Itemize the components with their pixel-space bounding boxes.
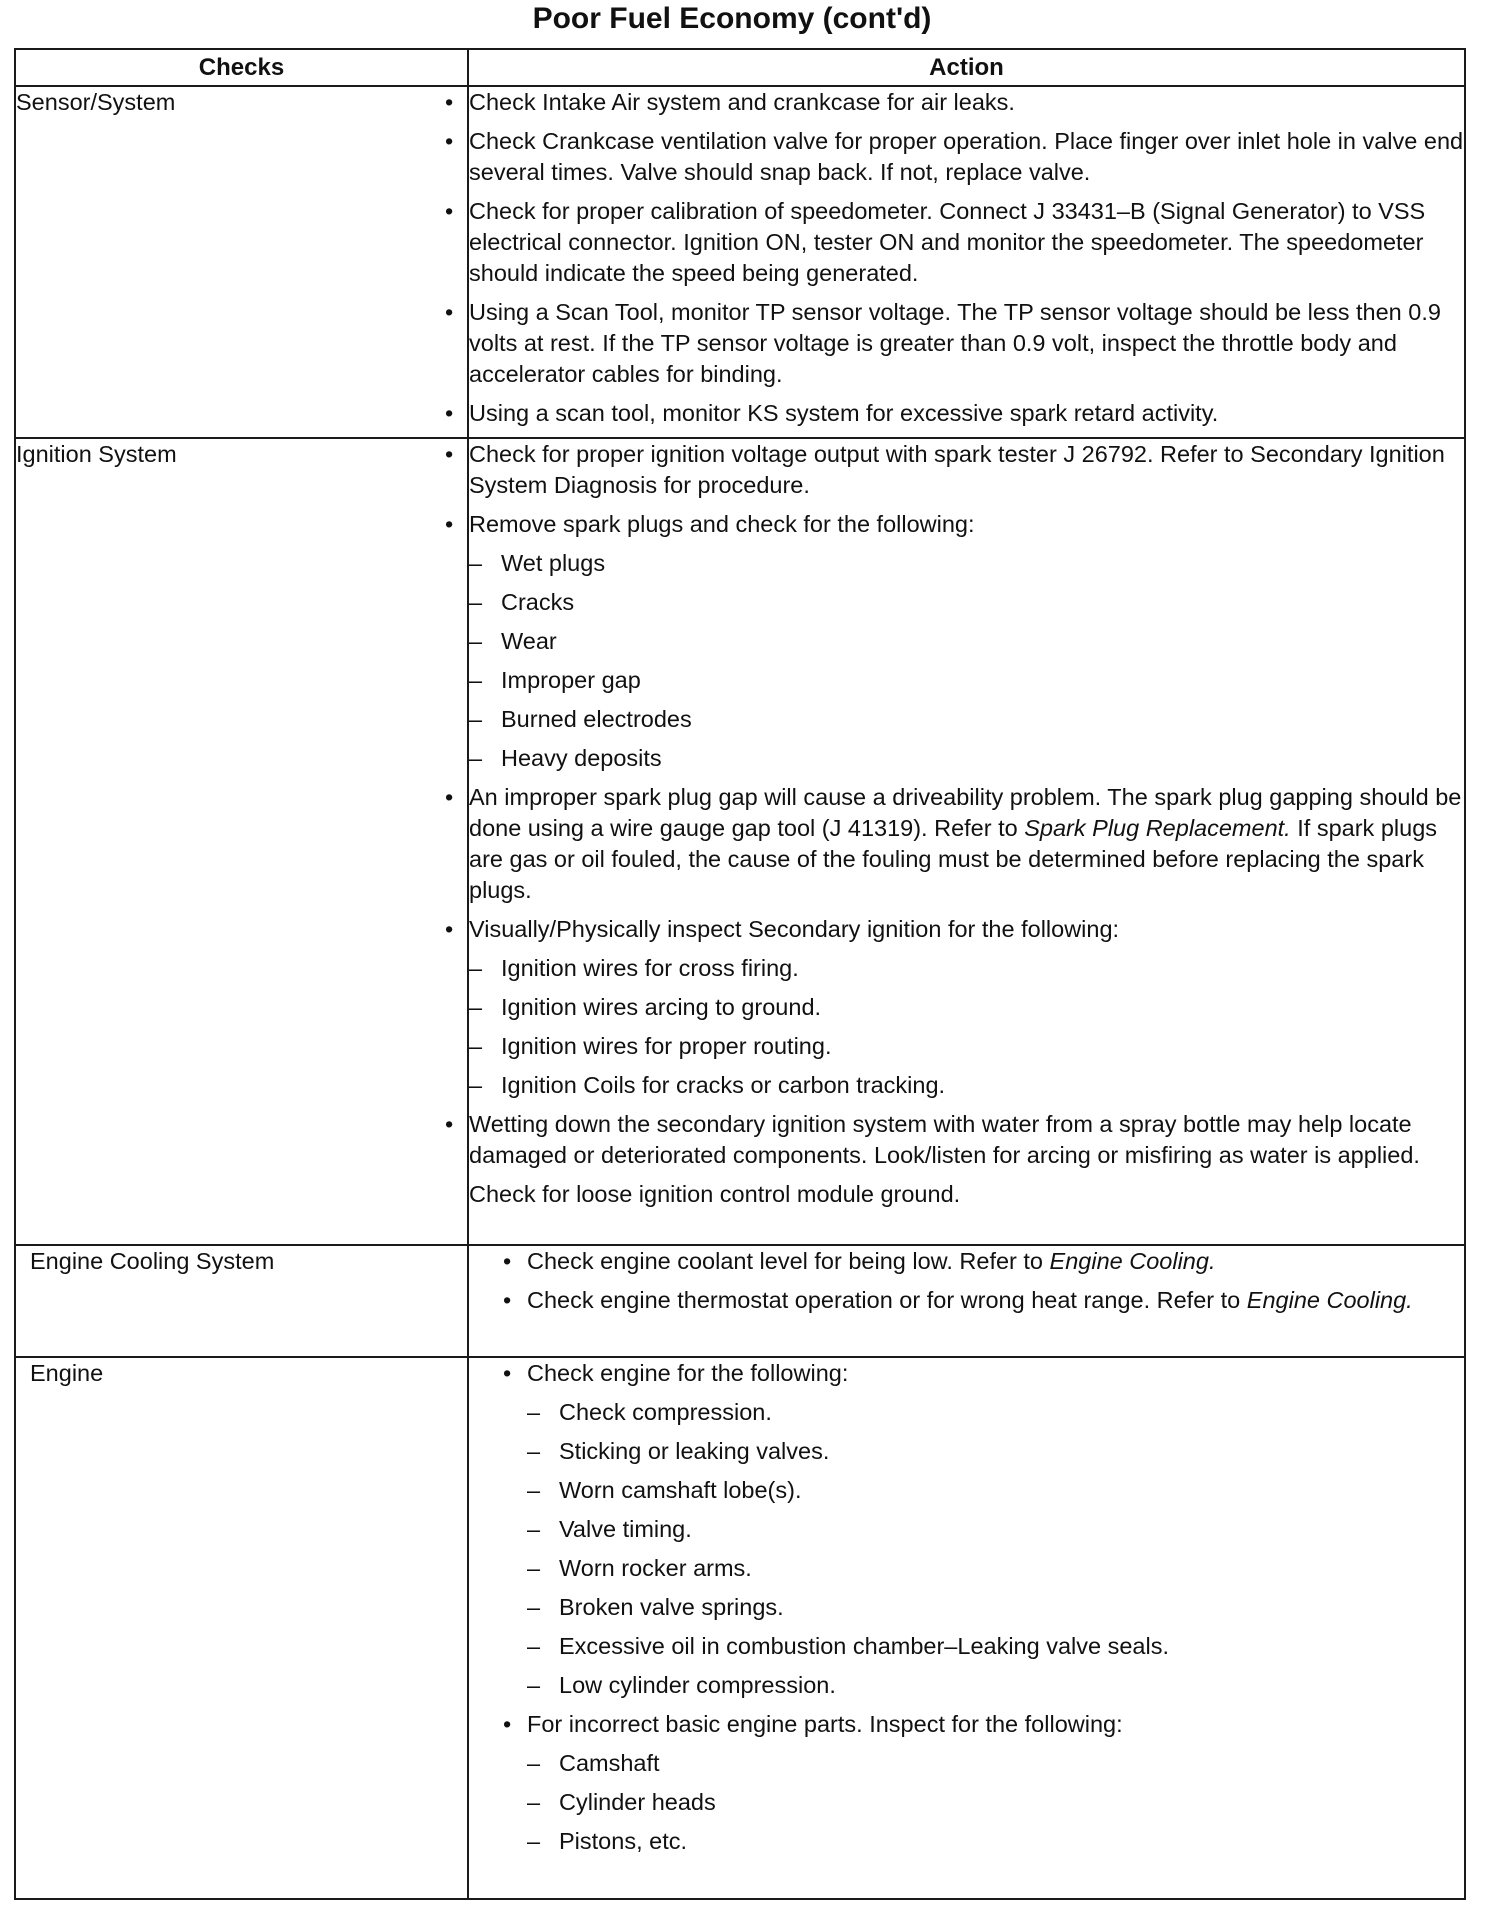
checks-column-header: Checks [15,49,468,86]
check-cell: Engine [15,1357,468,1899]
action-column-header: Action [468,49,1465,86]
sub-item: – Wet plugs [501,548,1464,579]
sub-item: – Worn rocker arms. [559,1553,1464,1584]
action-item [527,1709,1464,1857]
check-cell: Sensor/System [15,86,468,438]
sub-item: – Broken valve springs. [559,1592,1464,1623]
action-item: • Check Intake Air system and crankcase for air leaks. [469,87,1464,118]
sub-item: – Pistons, etc. [559,1826,1464,1857]
action-cell [468,438,1465,1245]
action-item: • Wetting down the secondary ignition system with water from a spray bottle may help locate damaged or deteriorated components. Look/listen for arcing or misfiring as water is applied. [469,1109,1464,1171]
table-row [15,86,1465,438]
action-item: • Using a scan tool, monitor KS system for excessive spark retard activity. [469,398,1464,429]
action-item [469,782,1464,906]
action-item: • Check Crankcase ventilation valve for proper operation. Place finger over inlet hole in valve end several times. Valve should snap back. If not, replace valve. [469,126,1464,188]
sub-item: – Cracks [501,587,1464,618]
action-note: Check for loose ignition control module ground. [469,1181,961,1207]
action-item-text: Visually/Physically inspect Secondary ignition for the following: [469,916,1120,942]
action-item: • Using a Scan Tool, monitor TP sensor voltage. The TP sensor voltage should be less then 0.9 volts at rest. If the TP sensor voltage is greater than 0.9 volt, inspect the throttle body and accelerator cables for binding. [469,297,1464,390]
action-item-text: Check engine coolant level for being low. Refer to [527,1248,1044,1274]
action-item-text: An improper spark plug gap will cause a driveability problem. The spark plug gapping should be done using a wire gauge gap tool (J 41319). Refer to [469,784,1462,841]
sub-item: – Excessive oil in combustion chamber–Leaking valve seals. [559,1631,1464,1662]
action-cell [468,86,1465,438]
sub-item: – Ignition wires for proper routing. [501,1031,1464,1062]
action-item [527,1358,1464,1701]
action-item [527,1285,1464,1316]
table-row [15,1245,1465,1357]
sub-item: – Valve timing. [559,1514,1464,1545]
action-item [469,914,1464,1101]
sub-item: – Burned electrodes [501,704,1464,735]
sub-item: – Check compression. [559,1397,1464,1428]
cross-reference: Engine Cooling. [1049,1248,1216,1274]
sub-item: – Wear [501,626,1464,657]
table-row [15,1357,1465,1899]
action-item: • Check for proper ignition voltage output with spark tester J 26792. Refer to Secondary Ignition System Diagnosis for procedure. [469,439,1464,501]
action-cell [468,1357,1465,1899]
action-item-text: Check engine thermostat operation or for wrong heat range. Refer to [527,1287,1241,1313]
sub-item: – Sticking or leaking valves. [559,1436,1464,1467]
action-item-text: Check engine for the following: [527,1360,849,1386]
sub-item: – Camshaft [559,1748,1464,1779]
cross-reference: Engine Cooling. [1246,1287,1413,1313]
sub-item: – Ignition wires for cross firing. [501,953,1464,984]
cross-reference: Spark Plug Replacement. [1024,815,1291,841]
table-header-row [15,49,1465,86]
action-item: • Check for proper calibration of speedometer. Connect J 33431–B (Signal Generator) to VSS electrical connector. Ignition ON, tester ON and monitor the speedometer. The speedometer should indicate the speed being generated. [469,196,1464,289]
sub-item: – Ignition wires arcing to ground. [501,992,1464,1023]
action-item-text: For incorrect basic engine parts. Inspect for the following: [527,1711,1123,1737]
sub-item: – Low cylinder compression. [559,1670,1464,1701]
action-item-text: Remove spark plugs and check for the following: [469,511,975,537]
check-cell: Engine Cooling System [15,1245,468,1357]
action-item-text: If spark plugs are gas or oil fouled, the cause of the fouling must be determined before replacing the spark plugs. [469,815,1438,903]
table-row [15,438,1465,1245]
diagnostic-table [14,48,1466,1900]
sub-item: – Worn camshaft lobe(s). [559,1475,1464,1506]
sub-item: – Heavy deposits [501,743,1464,774]
action-item [469,509,1464,774]
action-cell [468,1245,1465,1357]
sub-item: – Improper gap [501,665,1464,696]
action-item [527,1246,1464,1277]
sub-item: – Ignition Coils for cracks or carbon tracking. [501,1070,1464,1101]
sub-item: – Cylinder heads [559,1787,1464,1818]
check-cell: Ignition System [15,438,468,1245]
page-title: Poor Fuel Economy (cont'd) [532,2,932,35]
